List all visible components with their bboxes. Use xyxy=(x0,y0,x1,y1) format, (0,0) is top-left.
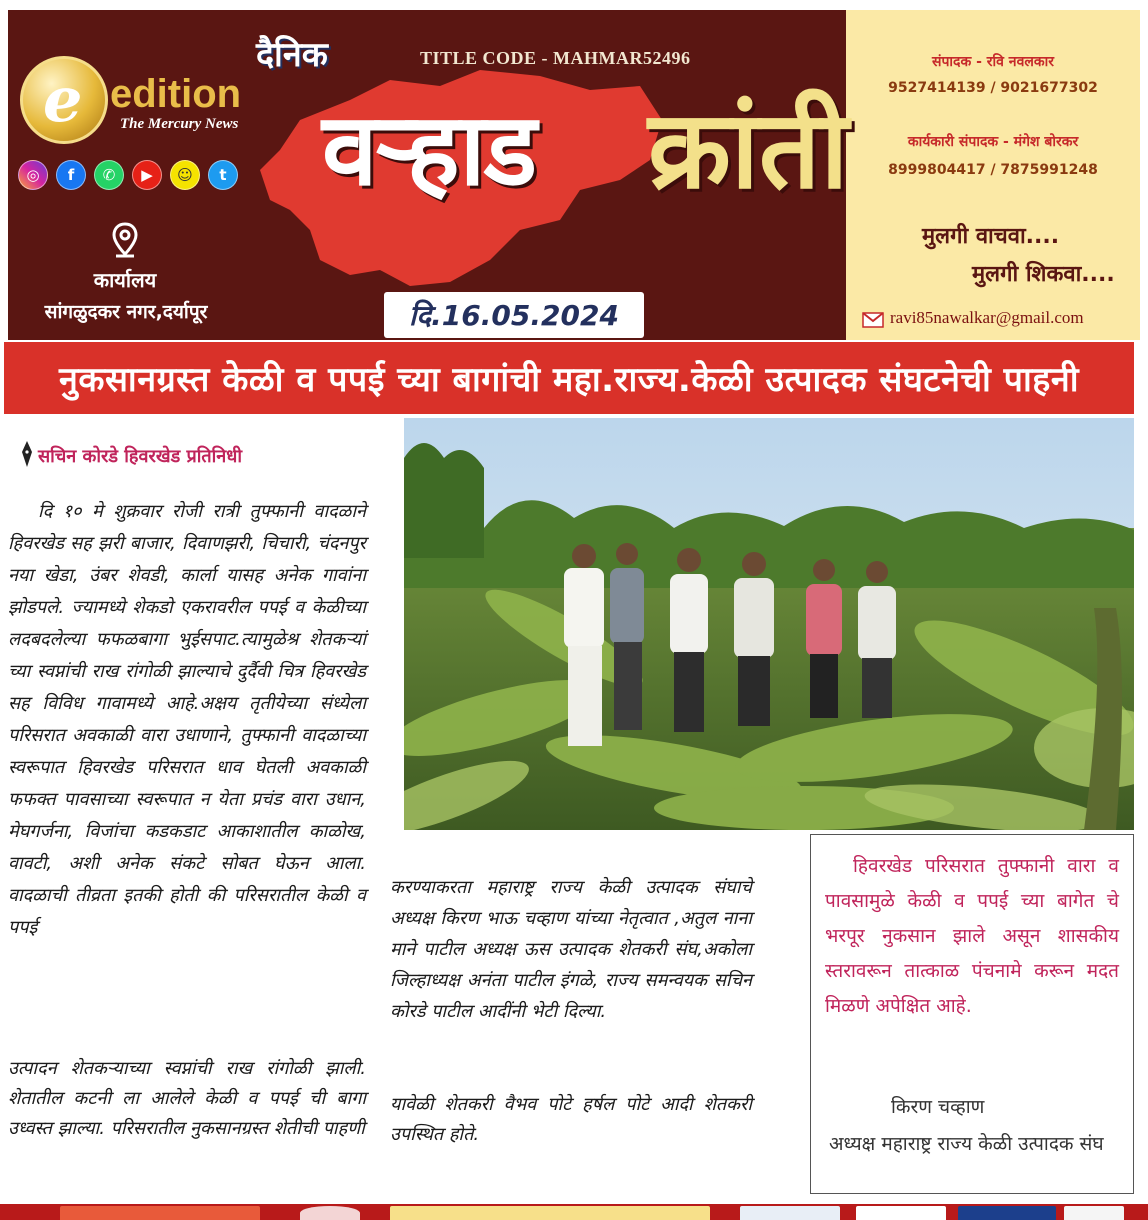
ad-banner-1 xyxy=(60,1206,260,1220)
instagram-icon[interactable]: ◎ xyxy=(18,160,48,190)
headline-bar xyxy=(4,342,1134,414)
ad-banner-3 xyxy=(390,1206,710,1220)
editor-name: संपादक - रवि नवलकार xyxy=(932,54,1054,70)
quote-box xyxy=(810,834,1134,1194)
article-body-col1-continued: उत्पादन शेतकऱ्याच्या स्वप्नांची राख रांगोळी झाली. शेतातील कटनी ला आलेले केळी व पपई ची बागा उध्वस्त झाल्या. परिसरातील नुकसानग्रस्त शेतीची पाहणी xyxy=(8,1058,366,1139)
byline: सचिन कोरडे हिवरखेड प्रतिनिधी xyxy=(38,446,243,467)
newspaper-title-part2: क्रांती xyxy=(648,88,849,213)
twitter-icon[interactable]: t xyxy=(208,160,238,190)
edition-logo-subtitle: The Mercury News xyxy=(120,116,239,132)
whatsapp-icon[interactable]: ✆ xyxy=(94,160,124,190)
article-body-col1: दि १० मे शुक्रवार रोजी रात्री तुफ्फानी वादळाने हिवरखेड सह झरी बाजार, दिवाणझरी, चिचारी, चंदनपुर नया खेडा, उंबर शेवडी, कार्ला यासह अनेक गावांना झोडपले. ज्यामध्ये शेकडो एकरावरील पपई व केळीच्या लदबदलेल्या फफळबागा भुईसपाट.त्यामुळेश्र शेतकऱ्यां च्या स्वप्नांची राख रांगोळी झाल्याचे दुर्दैवी चित्र हिवरखेड सह विविध गावामध्ये आहे.अक्षय तृतीयेच्या संध्येला परिसरात अवकाळी वारा उधाणाने, तुफ्फानी वादळाच्या स्वरूपात हिवरखेड परिसरात धाव घेतली अवकाळी फफक्त पावसाच्या स्वरूपात न येता प्रचंड वारा उधान, मेघगर्जना, विजांचा कडकडाट आकाशातील काळोख, वावटी, अशी अनेक संकटे सोबत घेऊन आला. वादळाची तीव्रता इतकी होती की परिसरातील केळी व पपई xyxy=(8,501,366,938)
issue-date: दि.16.05.2024 xyxy=(409,299,619,332)
edition-logo xyxy=(20,56,250,146)
exec-editor-name: कार्यकारी संपादक - मंगेश बोरकर xyxy=(907,134,1079,150)
date-box xyxy=(384,292,644,338)
office-label: कार्यालय xyxy=(93,268,157,292)
ad-banner-5 xyxy=(856,1206,946,1220)
ad-banner-7 xyxy=(1064,1206,1124,1220)
headline: नुकसानग्रस्त केळी व पपई च्या बागांची महा.राज्य.केळी उत्पादक संघटनेची पाहनी xyxy=(58,360,1080,400)
article-body-col2: करण्याकरता महाराष्ट्र राज्य केळी उत्पादक संघाचे अध्यक्ष किरण भाऊ चव्हाण यांच्या नेतृत्वात ,अतुल नाना माने पाटील अध्यक्ष ऊस उत्पादक शेतकरी संघ,अकोला जिल्हाध्यक्ष अनंता पाटील इंगळे, राज्य समन्वयक सचिन कोरडे पाटील आदींनी भेटी दिल्या. xyxy=(390,877,752,1022)
snapchat-icon[interactable]: ☺ xyxy=(170,160,200,190)
office-address: सांगळुदकर नगर,दर्यापूर xyxy=(44,301,208,323)
edition-logo-word: edition xyxy=(110,72,242,116)
social-icons xyxy=(18,160,238,190)
mail-icon xyxy=(862,312,884,328)
youtube-icon[interactable]: ▶ xyxy=(132,160,162,190)
news-photo xyxy=(404,418,1134,830)
newspaper-title-part1: वऱ्हाड xyxy=(322,91,535,208)
quote-text: हिवरखेड परिसरात तुफ्फानी वारा व पावसामुळे केळी व पपई च्या बागेत चे भरपूर नुकसान झाले असून शासकीय स्तरावरून तात्काळ पंचनामे करून मदत मिळणे अपेक्षित आहे. xyxy=(825,855,1119,1017)
paper-prefix: दैनिक xyxy=(256,35,328,75)
quote-author: किरण चव्हाण xyxy=(891,1096,985,1118)
advertisement-strip xyxy=(0,1204,1148,1220)
editor-phones: 9527414139 / 9021677302 xyxy=(888,80,1098,96)
slogan-line2: मुलगी शिकवा.... xyxy=(972,262,1115,287)
location-pin-icon xyxy=(110,222,140,258)
quote-author-role: अध्यक्ष महाराष्ट्र राज्य केळी उत्पादक संघ xyxy=(829,1133,1104,1155)
ad-banner-2 xyxy=(300,1206,360,1220)
article-body-col2-continued: यावेळी शेतकरी वैभव पोटे हर्षल पोटे आदी शेतकरी उपस्थित होते. xyxy=(390,1094,752,1145)
facebook-icon[interactable]: f xyxy=(56,160,86,190)
hdfc-bank-logo-ad xyxy=(958,1206,1056,1220)
slogan-line1: मुलगी वाचवा.... xyxy=(922,224,1060,249)
pen-nib-icon xyxy=(20,440,34,468)
exec-editor-phones: 8999804417 / 7875991248 xyxy=(888,162,1098,178)
title-code: TITLE CODE - MAHMAR52496 xyxy=(420,48,691,68)
e-logo-icon: e xyxy=(20,56,108,144)
bajaj-logo-ad xyxy=(740,1206,840,1220)
contact-email[interactable]: ravi85nawalkar@gmail.com xyxy=(890,308,1084,327)
